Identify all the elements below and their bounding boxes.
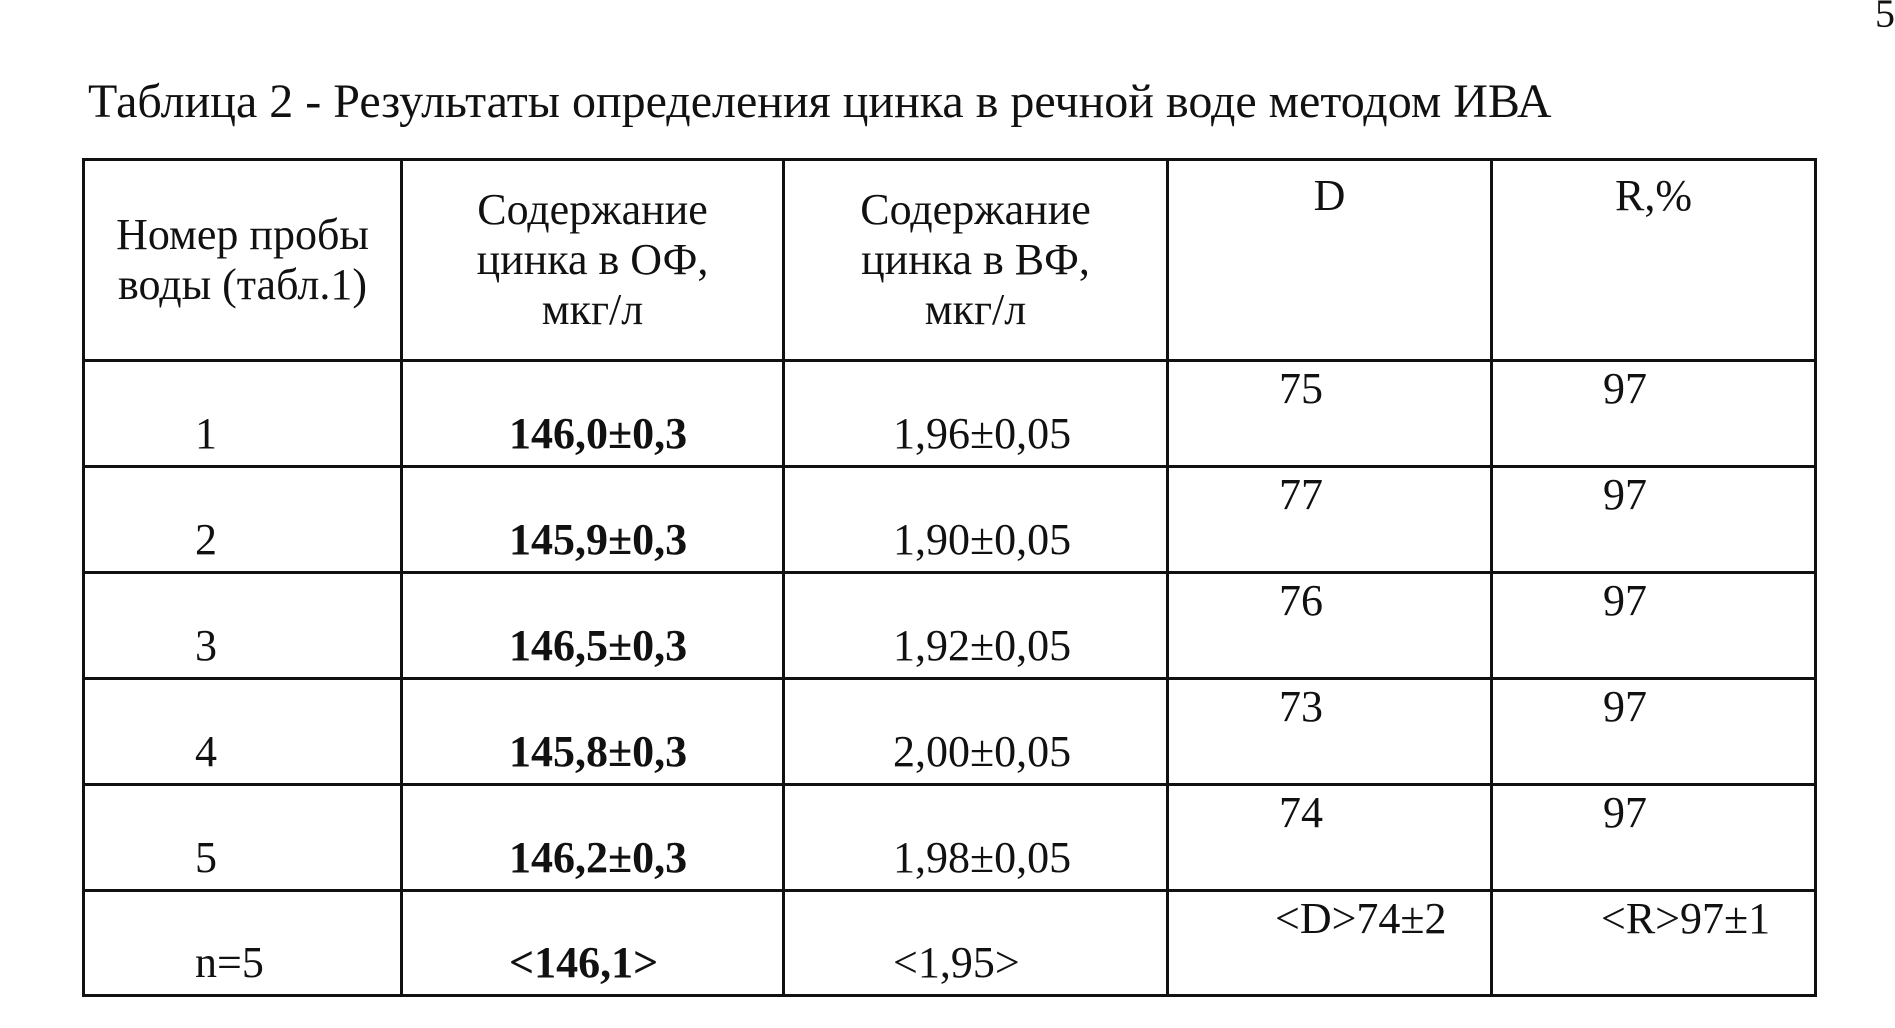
header-sample-number	[84, 160, 402, 361]
zinc-of-value: 145,8±0,3	[509, 727, 688, 776]
summary-row	[84, 891, 1816, 996]
zinc-vf-value: 1,92±0,05	[893, 621, 1072, 670]
header-zinc-of-line-1: Содержание	[477, 185, 708, 234]
header-row	[84, 160, 1816, 361]
header-zinc-vf	[784, 160, 1168, 361]
sample-number: 4	[195, 727, 217, 776]
cell-r	[1492, 785, 1816, 891]
results-table	[82, 158, 1817, 997]
table-row	[84, 361, 1816, 467]
r-value: 97	[1603, 788, 1647, 837]
cell-r	[1492, 573, 1816, 679]
d-value: 75	[1279, 364, 1323, 413]
cell-sample	[84, 679, 402, 785]
cell-zinc-vf	[784, 679, 1168, 785]
header-zinc-vf-line-2: цинка в ВФ,	[861, 235, 1090, 284]
zinc-vf-value: 2,00±0,05	[893, 727, 1072, 776]
header-zinc-of-line-2: цинка в ОФ,	[476, 235, 709, 284]
table-caption: Таблица 2 - Результаты определения цинка в речной воде методом ИВА	[88, 75, 1552, 128]
cell-r	[1492, 679, 1816, 785]
header-zinc-vf-line-3: мкг/л	[924, 285, 1027, 334]
cell-d	[1168, 573, 1492, 679]
header-d	[1168, 160, 1492, 361]
zinc-of-value: 146,2±0,3	[509, 833, 688, 882]
sample-number: 1	[195, 409, 217, 458]
cell-zinc-of	[402, 361, 784, 467]
cell-r-mean	[1492, 891, 1816, 996]
cell-d-mean	[1168, 891, 1492, 996]
r-value: 97	[1603, 682, 1647, 731]
cell-d	[1168, 679, 1492, 785]
zinc-vf-value: 1,96±0,05	[893, 409, 1072, 458]
header-zinc-vf-line-1: Содержание	[860, 185, 1091, 234]
header-r-percent-label: R,%	[1615, 171, 1692, 220]
r-value: 97	[1603, 470, 1647, 519]
cell-sample	[84, 785, 402, 891]
cell-sample	[84, 361, 402, 467]
cell-d	[1168, 361, 1492, 467]
cell-zinc-of-mean	[402, 891, 784, 996]
header-sample-number-line-2: воды (табл.1)	[117, 260, 367, 309]
sample-count: n=5	[195, 938, 264, 987]
table-row	[84, 573, 1816, 679]
cell-zinc-vf	[784, 785, 1168, 891]
r-value: 97	[1603, 364, 1647, 413]
zinc-vf-mean: <1,95>	[893, 938, 1020, 987]
zinc-vf-value: 1,98±0,05	[893, 833, 1072, 882]
cell-zinc-vf	[784, 467, 1168, 573]
cell-zinc-of	[402, 679, 784, 785]
header-zinc-of	[402, 160, 784, 361]
cell-r	[1492, 361, 1816, 467]
cell-d	[1168, 467, 1492, 573]
d-mean: <D>74±2	[1275, 894, 1447, 943]
cell-d	[1168, 785, 1492, 891]
zinc-of-value: 145,9±0,3	[509, 515, 688, 564]
cell-zinc-vf	[784, 573, 1168, 679]
cell-sample	[84, 573, 402, 679]
header-sample-number-line-1: Номер пробы	[116, 210, 369, 259]
cell-zinc-of	[402, 785, 784, 891]
d-value: 77	[1279, 470, 1323, 519]
cell-sample-count	[84, 891, 402, 996]
d-value: 74	[1279, 788, 1323, 837]
table-row	[84, 679, 1816, 785]
header-d-label: D	[1313, 171, 1346, 220]
sample-number: 5	[195, 833, 217, 882]
zinc-of-value: 146,0±0,3	[509, 409, 688, 458]
zinc-vf-value: 1,90±0,05	[893, 515, 1072, 564]
r-value: 97	[1603, 576, 1647, 625]
cell-zinc-vf-mean	[784, 891, 1168, 996]
cell-zinc-of	[402, 467, 784, 573]
d-value: 76	[1279, 576, 1323, 625]
d-value: 73	[1279, 682, 1323, 731]
sample-number: 3	[195, 621, 217, 670]
table-row	[84, 467, 1816, 573]
cell-zinc-of	[402, 573, 784, 679]
header-zinc-of-line-3: мкг/л	[541, 285, 644, 334]
cell-sample	[84, 467, 402, 573]
table-row	[84, 785, 1816, 891]
page-number: 5	[1875, 0, 1895, 36]
zinc-of-mean: <146,1>	[509, 938, 659, 987]
sample-number: 2	[195, 515, 217, 564]
r-mean: <R>97±1	[1601, 894, 1771, 943]
zinc-of-value: 146,5±0,3	[509, 621, 688, 670]
cell-zinc-vf	[784, 361, 1168, 467]
header-r-percent	[1492, 160, 1816, 361]
cell-r	[1492, 467, 1816, 573]
